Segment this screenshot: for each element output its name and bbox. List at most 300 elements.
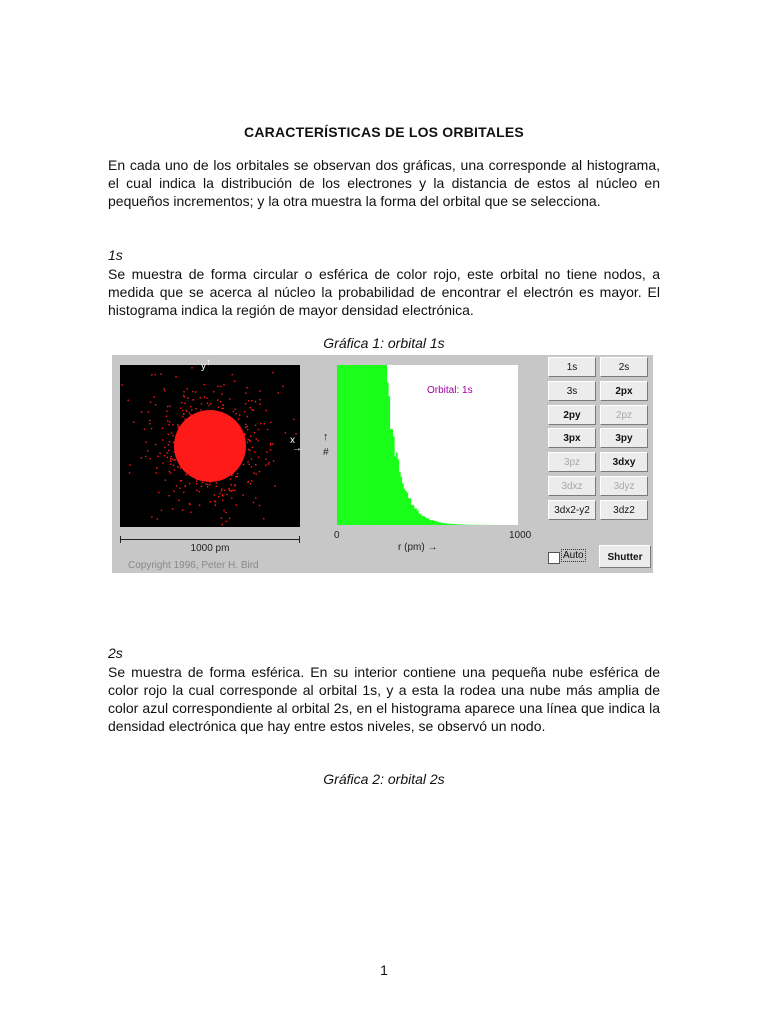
cloud-point [184,403,185,404]
orbital-button-1s[interactable]: 1s [548,357,596,377]
cloud-point [162,428,163,429]
section-1s-heading: 1s [108,247,123,263]
cloud-point [206,398,207,399]
cloud-point [213,436,214,437]
cloud-point [199,430,200,431]
cloud-point [207,486,208,487]
cloud-point [205,422,206,423]
cloud-point [228,440,229,441]
cloud-point [202,442,203,443]
cloud-point [180,407,181,408]
cloud-point [237,473,238,474]
cloud-point [208,436,209,437]
cloud-point [223,464,224,465]
cloud-point [208,453,209,454]
cloud-point [235,445,236,446]
cloud-point [190,443,191,444]
cloud-point [176,441,177,442]
cloud-point [248,439,249,440]
cloud-point [221,488,222,489]
cloud-point [226,521,227,522]
cloud-point [208,471,209,472]
cloud-point [203,448,204,449]
cloud-point [218,496,219,497]
cloud-point [252,447,253,448]
cloud-point [206,456,207,457]
x-axis-label: x [290,435,295,446]
cloud-point [196,438,197,439]
cloud-point [188,443,189,444]
cloud-point [144,429,145,430]
cloud-point [209,405,210,406]
cloud-point [224,429,225,430]
cloud-point [189,504,190,505]
cloud-point [231,431,232,432]
cloud-point [221,454,222,455]
cloud-point [222,454,223,455]
cloud-point [196,483,197,484]
cloud-point [204,436,205,437]
section-1s-paragraph: Se muestra de forma circular o esférica de color rojo, este orbital no tiene nodos, a medida que se acerca al núcleo la probabilidad de encontrar el electrón es mayor. El histograma indica la región de mayor densidad electrónica. [108,266,660,318]
orbital-button-3pz: 3pz [548,452,596,472]
cloud-point [218,450,219,451]
cloud-point [208,449,209,450]
cloud-point [214,460,215,461]
cloud-point [245,427,246,428]
cloud-point [201,430,202,431]
cloud-point [221,447,222,448]
cloud-point [214,432,215,433]
cloud-point [228,429,229,430]
orbital-button-3dz2[interactable]: 3dz2 [600,500,648,520]
cloud-point [170,464,171,465]
cloud-point [188,432,189,433]
cloud-point [195,430,196,431]
cloud-point [236,466,237,467]
cloud-point [205,420,206,421]
cloud-point [228,427,229,428]
cloud-point [222,404,223,405]
cloud-point [205,454,206,455]
cloud-point [274,485,275,486]
cloud-point [230,441,231,442]
cloud-point [188,463,189,464]
cloud-point [195,391,196,392]
cloud-point [196,490,197,491]
cloud-point [218,466,219,467]
cloud-point [212,418,213,419]
cloud-point [225,448,226,449]
cloud-point [228,458,229,459]
cloud-point [168,434,169,435]
cloud-point [178,446,179,447]
cloud-point [270,443,271,444]
cloud-point [231,484,232,485]
cloud-point [255,497,256,498]
page-title: CARACTERÍSTICAS DE LOS ORBITALES [244,124,524,140]
cloud-point [195,408,196,409]
cloud-point [154,374,155,375]
cloud-point [193,426,194,427]
cloud-point [177,434,178,435]
shutter-button[interactable]: Shutter [599,545,651,568]
cloud-point [198,457,199,458]
cloud-point [198,491,199,492]
cloud-point [219,438,220,439]
cloud-point [149,458,150,459]
cloud-point [232,490,233,491]
cloud-point [253,502,254,503]
cloud-point [155,404,156,405]
cloud-point [225,466,226,467]
cloud-point [245,403,246,404]
cloud-point [241,434,242,435]
cloud-point [214,479,215,480]
cloud-point [197,435,198,436]
cloud-point [235,461,236,462]
cloud-point [249,440,250,441]
cloud-point [231,442,232,443]
cloud-point [204,384,205,385]
cloud-point [197,474,198,475]
cloud-point [221,490,222,491]
orbital-button-3s[interactable]: 3s [548,381,596,401]
cloud-point [278,392,279,393]
cloud-point [207,462,208,463]
cloud-point [241,445,242,446]
cloud-point [128,400,129,401]
cloud-point [228,488,229,489]
cloud-point [229,518,230,519]
cloud-point [255,464,256,465]
cloud-point [216,429,217,430]
cloud-point [204,439,205,440]
cloud-point [177,424,178,425]
cloud-point [151,428,152,429]
cloud-point [217,435,218,436]
cloud-point [222,453,223,454]
cloud-point [194,466,195,467]
cloud-point [266,451,267,452]
cloud-point [164,390,165,391]
orbital-button-3py[interactable]: 3py [600,428,648,448]
cloud-point [203,475,204,476]
cloud-point [168,495,169,496]
cloud-point [225,446,226,447]
cloud-point [204,470,205,471]
cloud-point [192,461,193,462]
cloud-point [244,434,245,435]
cloud-point [210,461,211,462]
cloud-point [234,435,235,436]
hist-y-label: # [323,447,329,458]
cloud-point [209,456,210,457]
cloud-point [218,448,219,449]
cloud-point [207,464,208,465]
cloud-point [222,460,223,461]
cloud-point [235,476,236,477]
cloud-point [242,495,243,496]
cloud-point [220,386,221,387]
cloud-point [216,432,217,433]
cloud-point [244,449,245,450]
cloud-point [204,445,205,446]
cloud-point [216,458,217,459]
orbital-button-3dx2-y2[interactable]: 3dx2-y2 [548,500,596,520]
cloud-point [173,459,174,460]
cloud-point [282,386,283,387]
cloud-point [217,437,218,438]
cloud-point [234,381,235,382]
cloud-point [208,444,209,445]
cloud-point [220,435,221,436]
cloud-point [196,437,197,438]
cloud-point [199,443,200,444]
cloud-point [167,420,168,421]
cloud-point [211,437,212,438]
cloud-point [201,453,202,454]
cloud-point [192,435,193,436]
cloud-point [200,447,201,448]
y-axis-label: y [201,361,206,372]
cloud-point [236,504,237,505]
cloud-point [222,445,223,446]
cloud-point [190,466,191,467]
cloud-point [196,444,197,445]
cloud-point [193,438,194,439]
cloud-point [208,481,209,482]
cloud-point [267,429,268,430]
cloud-point [200,409,201,410]
cloud-point [196,479,197,480]
cloud-point [234,426,235,427]
cloud-point [226,416,227,417]
cloud-point [233,424,234,425]
cloud-point [202,413,203,414]
cloud-point [217,431,218,432]
cloud-point [218,456,219,457]
scale-label: 1000 pm [190,543,230,554]
orbital-button-2px[interactable]: 2px [600,381,648,401]
cloud-point [169,421,170,422]
cloud-point [210,501,211,502]
orbital-button-2py[interactable]: 2py [548,405,596,425]
cloud-point [207,433,208,434]
cloud-point [249,464,250,465]
cloud-point [235,413,236,414]
cloud-point [206,448,207,449]
orbital-applet [112,355,653,573]
cloud-point [189,412,190,413]
hist-x-label: r (pm) → [398,542,438,553]
cloud-point [216,420,217,421]
cloud-point [214,431,215,432]
cloud-point [216,453,217,454]
cloud-point [182,444,183,445]
cloud-point [222,419,223,420]
cloud-point [218,440,219,441]
cloud-point [201,474,202,475]
cloud-point [242,442,243,443]
orbital-button-3dxy[interactable]: 3dxy [600,452,648,472]
cloud-point [206,474,207,475]
cloud-point [266,410,267,411]
cloud-point [250,441,251,442]
cloud-point [247,416,248,417]
cloud-point [196,451,197,452]
cloud-point [213,457,214,458]
cloud-point [220,425,221,426]
cloud-point [129,472,130,473]
cloud-point [232,438,233,439]
cloud-point [237,476,238,477]
cloud-point [226,474,227,475]
cloud-point [171,433,172,434]
cloud-point [233,443,234,444]
cloud-point [176,485,177,486]
cloud-point [219,414,220,415]
cloud-point [221,426,222,427]
cloud-point [201,427,202,428]
cloud-point [222,437,223,438]
cloud-point [204,437,205,438]
cloud-point [209,462,210,463]
cloud-point [242,434,243,435]
cloud-point [193,399,194,400]
cloud-point [213,391,214,392]
figure-1-caption: Gráfica 1: orbital 1s [323,335,445,351]
cloud-point [232,374,233,375]
cloud-point [145,456,146,457]
hist-x-max-label: 1000 [509,530,532,541]
cloud-point [172,424,173,425]
cloud-point [180,432,181,433]
cloud-point [236,429,237,430]
cloud-point [196,447,197,448]
cloud-point [200,444,201,445]
cloud-point [196,456,197,457]
orbital-button-2s[interactable]: 2s [600,357,648,377]
cloud-point [264,423,265,424]
cloud-point [206,451,207,452]
cloud-point [215,446,216,447]
cloud-point [247,426,248,427]
cloud-point [245,393,246,394]
cloud-point [229,461,230,462]
cloud-point [223,384,224,385]
cloud-point [209,442,210,443]
cloud-point [195,471,196,472]
cloud-point [199,471,200,472]
cloud-point [222,421,223,422]
cloud-point [224,490,225,491]
cloud-point [257,440,258,441]
cloud-point [201,456,202,457]
cloud-point [217,423,218,424]
cloud-point [147,450,148,451]
cloud-point [230,430,231,431]
cloud-point [213,441,214,442]
cloud-point [285,432,286,433]
cloud-point [202,449,203,450]
cloud-point [194,445,195,446]
cloud-point [169,406,170,407]
cloud-point [221,433,222,434]
cloud-point [166,416,167,417]
cloud-point [259,471,260,472]
cloud-point [234,485,235,486]
cloud-point [156,467,157,468]
cloud-point [218,454,219,455]
cloud-point [204,413,205,414]
cloud-point [211,431,212,432]
cloud-point [200,439,201,440]
cloud-point [184,444,185,445]
cloud-point [198,449,199,450]
cloud-point [265,465,266,466]
cloud-point [218,477,219,478]
cloud-point [180,467,181,468]
cloud-point [205,428,206,429]
cloud-point [210,481,211,482]
cloud-point [219,428,220,429]
cloud-point [209,432,210,433]
cloud-point [204,449,205,450]
cloud-point [208,451,209,452]
cloud-point [181,480,182,481]
cloud-point [223,462,224,463]
cloud-point [232,447,233,448]
cloud-point [249,450,250,451]
auto-checkbox[interactable] [548,552,560,564]
cloud-point [250,435,251,436]
cloud-point [203,456,204,457]
cloud-point [178,426,179,427]
cloud-point [213,467,214,468]
cloud-point [230,448,231,449]
cloud-point [239,451,240,452]
cloud-point [196,481,197,482]
cloud-point [175,459,176,460]
cloud-point [191,471,192,472]
cloud-point [225,453,226,454]
cloud-point [212,466,213,467]
cloud-point [241,443,242,444]
cloud-point [248,400,249,401]
orbital-button-3dxz: 3dxz [548,476,596,496]
cloud-point [221,450,222,451]
cloud-point [170,472,171,473]
cloud-point [216,461,217,462]
cloud-point [162,462,163,463]
cloud-point [204,443,205,444]
cloud-point [216,426,217,427]
cloud-point [186,462,187,463]
cloud-point [217,470,218,471]
cloud-point [154,396,155,397]
cloud-point [185,418,186,419]
orbital-button-3px[interactable]: 3px [548,428,596,448]
cloud-point [216,486,217,487]
cloud-point [255,425,256,426]
cloud-point [213,448,214,449]
cloud-point [158,492,159,493]
cloud-point [209,441,210,442]
cloud-point [225,426,226,427]
cloud-point [231,475,232,476]
cloud-point [183,492,184,493]
cloud-point [191,445,192,446]
